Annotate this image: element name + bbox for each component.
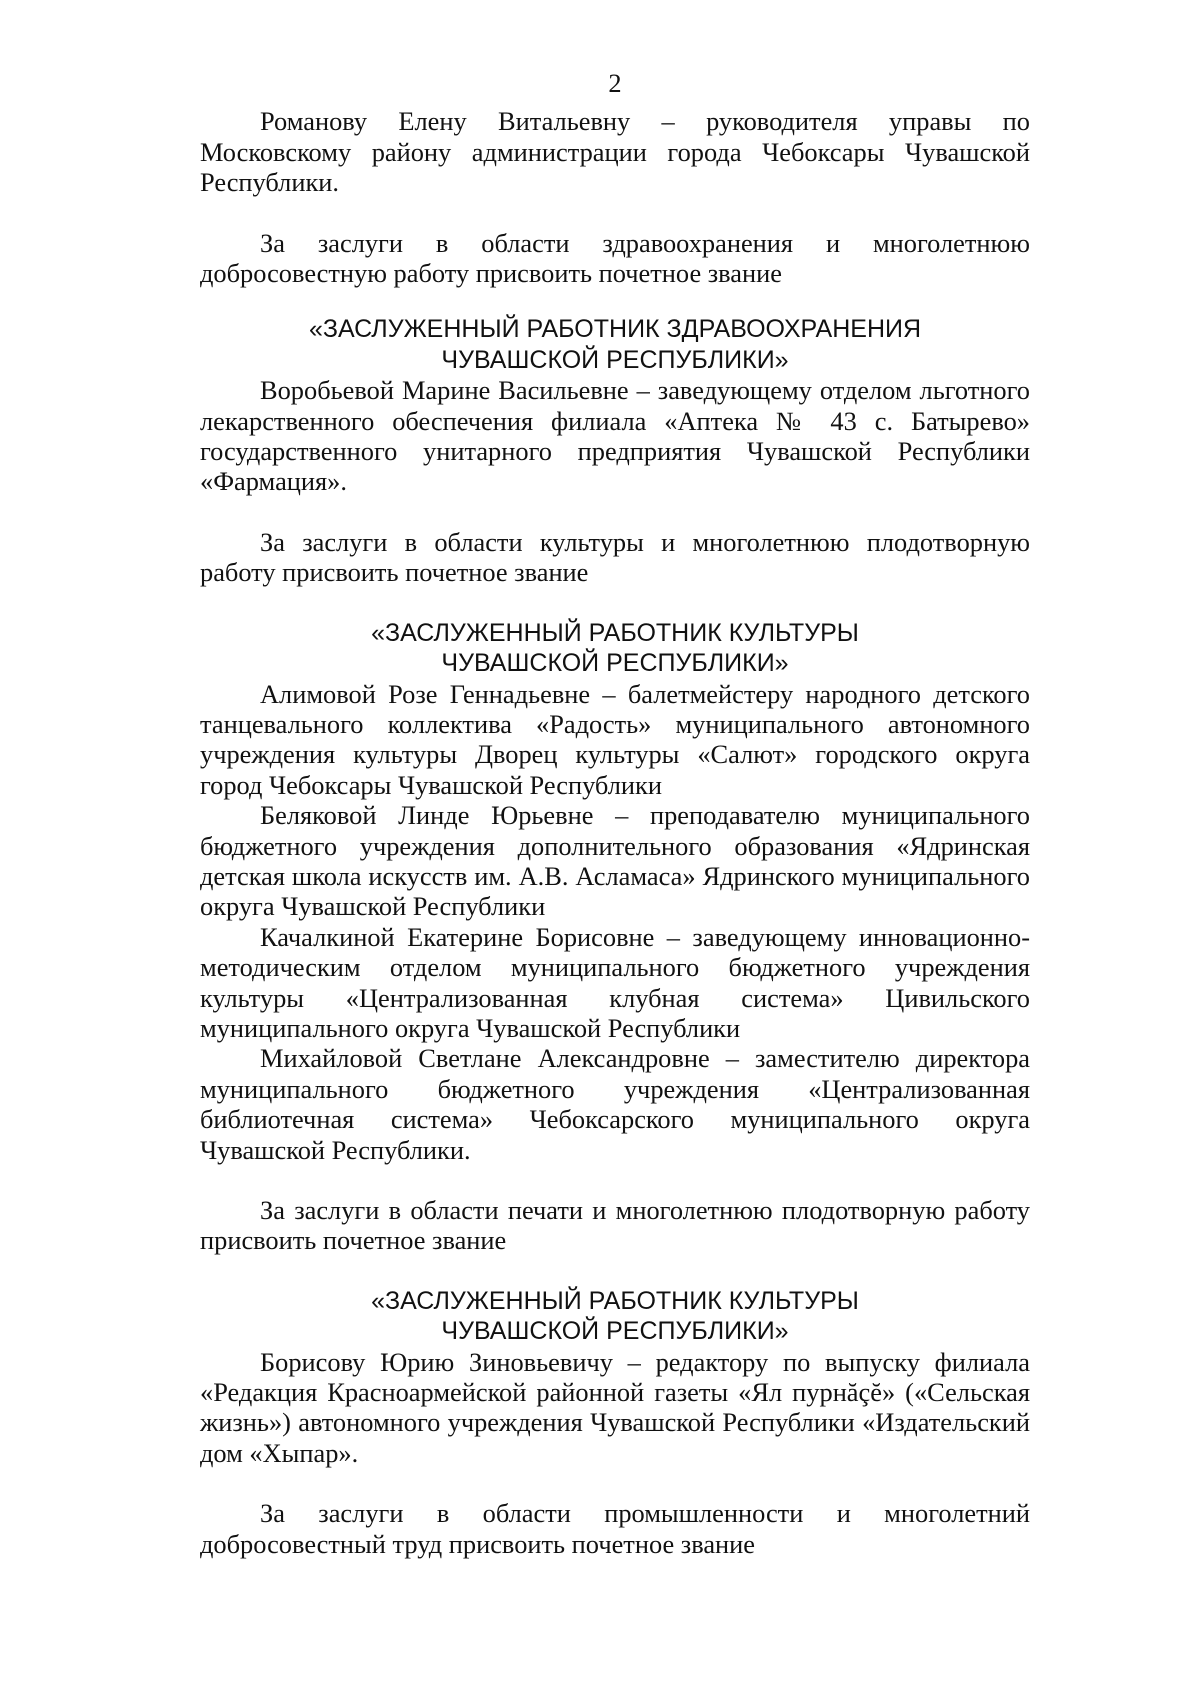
page-number: 2 xyxy=(608,68,622,98)
spacer xyxy=(200,288,1030,314)
spacer xyxy=(200,198,1030,228)
nominee-romanova: Романову Елену Витальевну – руководителя управы по Московскому району администрации города Чебоксары Чувашской Республики. xyxy=(200,106,1030,198)
nominee-alimova: Алимовой Розе Геннадьевне – балетмейстеру народного детского танцевального коллектива «Радость» муниципального автономного учреждения культуры Дворец культуры «Салют» городского округа город Чебоксары Чувашской Республики xyxy=(200,678,1030,800)
award-intro-industry: За заслуги в области промышленности и многолетний добросовестный труд присвоить почетное звание xyxy=(200,1498,1030,1559)
award-intro-healthcare: За заслуги в области здравоохранения и многолетнюю добросовестную работу присвоить почетное звание xyxy=(200,227,1030,289)
nominee-borisov: Борисову Юрию Зиновьевичу – редактору по выпуску филиала «Редакция Красноармейской районной газеты «Ял пурнăçĕ» («Сельская жизнь») автономного учреждения Чувашской Республики «Издательский дом «Хыпар». xyxy=(200,1346,1030,1468)
award-title-culture-press: «ЗАСЛУЖЕННЫЙ РАБОТНИК КУЛЬТУРЫ ЧУВАШСКОЙ РЕСПУБЛИКИ» xyxy=(371,1286,859,1346)
spacer xyxy=(200,1256,1030,1286)
nominee-kachalkina: Качалкиной Екатерине Борисовне – заведующему инновационно-методическим отделом муниципального бюджетного учреждения культуры «Централизованная клубная система» Цивильского муниципального округа Чувашской Республики xyxy=(200,921,1030,1043)
award-title-culture: «ЗАСЛУЖЕННЫЙ РАБОТНИК КУЛЬТУРЫ ЧУВАШСКОЙ РЕСПУБЛИКИ» xyxy=(371,618,859,678)
nominee-belyakova: Беляковой Линде Юрьевне – преподавателю муниципального бюджетного учреждения дополнительного образования «Ядринская детская школа искусств им. А.В. Асламаса» Ядринского муниципального округа Чувашской Республики xyxy=(200,800,1030,922)
nominee-mikhaylova: Михайловой Светлане Александровне – заместителю директора муниципального бюджетного учреждения «Централизованная библиотечная система» Чебоксарского муниципального округа Чувашской Республики. xyxy=(200,1043,1030,1165)
nominee-vorobyeva: Воробьевой Марине Васильевне – заведующему отделом льготного лекарственного обеспечения филиала «Аптека № 43 с. Батырево» государственного унитарного предприятия Чувашской Республики «Фармация». xyxy=(200,375,1030,497)
spacer xyxy=(200,1165,1030,1195)
spacer xyxy=(200,497,1030,527)
spacer xyxy=(200,1468,1030,1498)
award-intro-culture: За заслуги в области культуры и многолетнюю плодотворную работу присвоить почетное звание xyxy=(200,526,1030,588)
document-page xyxy=(200,68,1030,1559)
award-title-healthcare: «ЗАСЛУЖЕННЫЙ РАБОТНИК ЗДРАВООХРАНЕНИЯ ЧУВАШСКОЙ РЕСПУБЛИКИ» xyxy=(308,315,922,374)
award-intro-press: За заслуги в области печати и многолетнюю плодотворную работу присвоить почетное звание xyxy=(200,1195,1030,1256)
spacer xyxy=(200,588,1030,618)
